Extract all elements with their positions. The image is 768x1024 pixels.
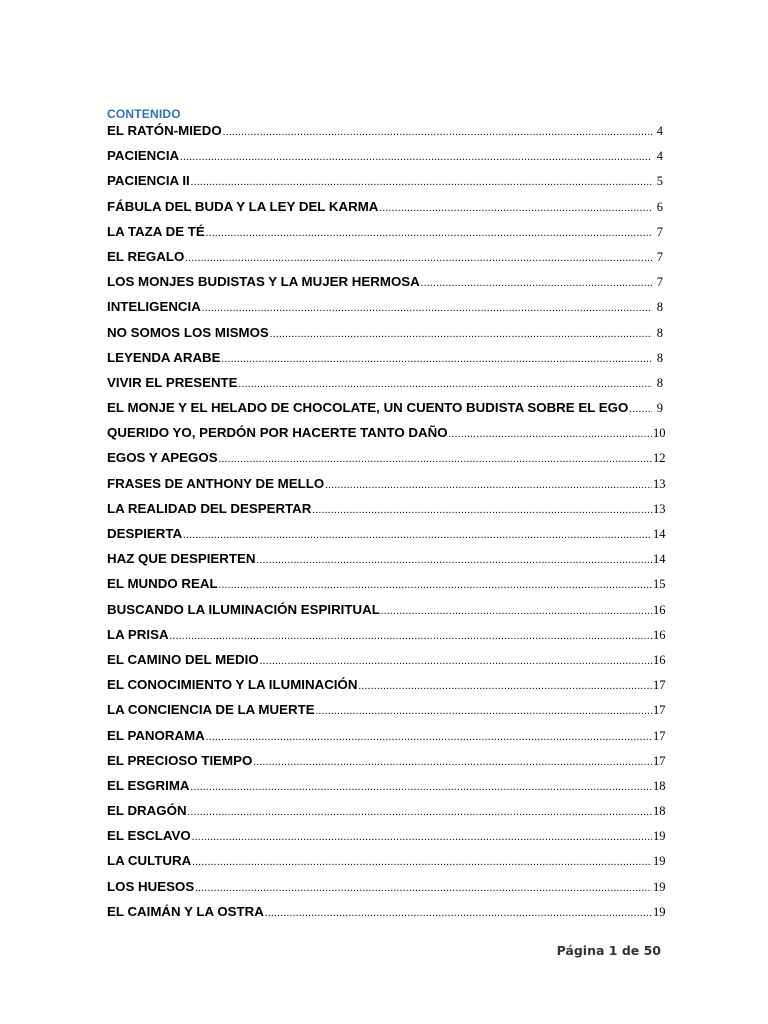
dot-leader <box>188 800 652 825</box>
toc-entry[interactable] <box>107 118 663 143</box>
toc-entry[interactable] <box>107 798 666 823</box>
toc-entry-title: EL REGALO <box>107 248 185 264</box>
dot-leader <box>260 649 652 674</box>
toc-entry[interactable] <box>107 773 666 798</box>
toc-entry[interactable] <box>107 496 666 521</box>
toc-entry-page: 14 <box>653 552 666 567</box>
toc-entry-page: 4 <box>656 149 663 164</box>
toc-entry-title: PACIENCIA <box>107 148 180 164</box>
toc-entry[interactable] <box>107 647 666 672</box>
toc-entry[interactable] <box>107 320 663 345</box>
toc-entry[interactable] <box>107 697 666 722</box>
dot-leader <box>381 599 652 624</box>
toc-entry-title: EL ESCLAVO <box>107 828 191 844</box>
dot-leader <box>265 901 652 926</box>
dot-leader <box>206 725 652 750</box>
toc-entry-page: 18 <box>653 778 666 793</box>
toc-entry-page: 17 <box>653 703 666 718</box>
toc-entry-page: 16 <box>653 602 666 617</box>
toc-entry[interactable] <box>107 219 663 244</box>
toc-entry-title: LOS HUESOS <box>107 878 195 894</box>
toc-entry[interactable] <box>107 395 663 420</box>
dot-leader <box>358 674 652 699</box>
toc-entry[interactable] <box>107 420 666 445</box>
toc-entry-page: 19 <box>653 854 666 869</box>
toc-entry-page: 4 <box>656 124 663 138</box>
toc-entry[interactable] <box>107 269 663 294</box>
toc-entry[interactable] <box>107 471 666 496</box>
toc-entry-title: NO SOMOS LOS MISMOS <box>107 324 269 340</box>
toc-entry-title: EL CONOCIMIENTO Y LA ILUMINACIÓN <box>107 677 358 693</box>
toc-entry-page: 16 <box>653 627 666 642</box>
toc-entry[interactable] <box>107 899 666 924</box>
toc-entry-title: EL MUNDO REAL <box>107 576 218 592</box>
toc-entry-title: LA CULTURA <box>107 853 192 869</box>
dot-leader <box>183 523 652 548</box>
dot-leader <box>195 876 652 901</box>
toc-entry-title: INTELIGENCIA <box>107 299 201 315</box>
toc-entry-page: 8 <box>656 375 663 390</box>
toc-entry-title: FRASES DE ANTHONY DE MELLO <box>107 475 325 491</box>
toc-entry-title: EL RATÓN-MIEDO <box>107 123 222 138</box>
toc-entry[interactable] <box>107 345 663 370</box>
dot-leader <box>312 498 652 523</box>
dot-leader <box>629 397 652 422</box>
toc-entry-title: EL CAIMÁN Y LA OSTRA <box>107 903 264 919</box>
toc-entry-title: LA TAZA DE TÉ <box>107 223 205 239</box>
toc-entry-page: 8 <box>656 300 663 315</box>
dot-leader <box>192 850 652 875</box>
toc-entry[interactable] <box>107 571 666 596</box>
toc-entry-title: EL MONJE Y EL HELADO DE CHOCOLATE, UN CUENTO BUDISTA SOBRE EL EGO <box>107 400 629 416</box>
toc-entry[interactable] <box>107 672 666 697</box>
toc-heading: CONTENIDO <box>107 107 181 121</box>
toc-entry[interactable] <box>107 823 666 848</box>
dot-leader <box>185 246 652 271</box>
dot-leader <box>257 548 653 573</box>
toc-entry-title: EL CAMINO DEL MEDIO <box>107 651 259 667</box>
toc-entry-page: 18 <box>653 804 666 819</box>
toc-entry-title: LA PRISA <box>107 626 169 642</box>
toc-entry[interactable] <box>107 521 666 546</box>
dot-leader <box>239 372 652 397</box>
toc-entry-title: VIVIR EL PRESENTE <box>107 374 238 390</box>
toc-entry-page: 7 <box>656 275 663 290</box>
toc-entry-title: LA REALIDAD DEL DESPERTAR <box>107 500 312 516</box>
toc-entry-title: PACIENCIA II <box>107 173 190 189</box>
toc-entry-title: HAZ QUE DESPIERTEN <box>107 551 256 567</box>
toc-entry-title: EL DRAGÓN <box>107 803 187 819</box>
dot-leader <box>421 271 652 296</box>
toc-entry[interactable] <box>107 597 666 622</box>
toc-entry-page: 17 <box>653 728 666 743</box>
toc-entry-title: QUERIDO YO, PERDÓN POR HACERTE TANTO DAÑO <box>107 425 448 441</box>
toc-entry-page: 6 <box>656 199 663 214</box>
dot-leader <box>379 196 652 221</box>
toc-entry[interactable] <box>107 143 663 168</box>
toc-entry-title: EGOS Y APEGOS <box>107 450 218 466</box>
toc-entry-page: 13 <box>653 476 666 491</box>
dot-leader <box>202 296 652 321</box>
dot-leader <box>219 573 652 598</box>
toc-entry-page: 16 <box>653 652 666 667</box>
toc-entry-page: 14 <box>653 527 666 541</box>
toc-entry-title: EL ESGRIMA <box>107 777 190 793</box>
toc-entry[interactable] <box>107 622 666 647</box>
dot-leader <box>270 322 652 347</box>
toc-entry-page: 19 <box>653 879 666 894</box>
toc-entry-page: 9 <box>656 401 663 416</box>
toc-entry[interactable] <box>107 874 666 899</box>
toc-entry-page: 7 <box>656 224 663 239</box>
toc-entry[interactable] <box>107 848 666 873</box>
dot-leader <box>449 422 652 447</box>
toc-entry-title: EL PANORAMA <box>107 727 205 743</box>
dot-leader <box>180 145 652 170</box>
toc-entry-title: FÁBULA DEL BUDA Y LA LEY DEL KARMA <box>107 198 379 214</box>
toc-entry-page: 12 <box>653 451 666 466</box>
toc-entry-title: BUSCANDO LA ILUMINACIÓN ESPIRITUAL <box>107 601 380 617</box>
dot-leader <box>191 170 652 195</box>
toc-entry-title: LEYENDA ARABE <box>107 349 221 365</box>
toc-entry[interactable] <box>107 546 666 571</box>
toc-entry-page: 19 <box>653 829 666 844</box>
dot-leader <box>222 347 652 372</box>
toc-entry-page: 13 <box>653 501 666 516</box>
toc-entry-page: 8 <box>656 325 663 340</box>
table-of-contents <box>107 118 666 924</box>
toc-entry[interactable] <box>107 370 663 395</box>
dot-leader <box>316 699 652 724</box>
dot-leader <box>206 221 652 246</box>
toc-entry[interactable] <box>107 244 663 269</box>
dot-leader <box>253 750 652 775</box>
toc-entry-title: EL PRECIOSO TIEMPO <box>107 752 253 768</box>
toc-entry[interactable] <box>107 194 663 219</box>
dot-leader <box>219 447 652 472</box>
toc-entry-page: 15 <box>653 577 666 592</box>
toc-entry-page: 5 <box>656 174 663 189</box>
toc-entry-page: 17 <box>653 678 666 693</box>
toc-entry[interactable] <box>107 445 666 470</box>
dot-leader <box>223 120 652 145</box>
toc-entry[interactable] <box>107 748 666 773</box>
toc-entry[interactable] <box>107 168 663 193</box>
toc-entry-page: 19 <box>653 904 666 919</box>
toc-entry-title: DESPIERTA <box>107 526 183 541</box>
page-number-footer: Página 1 de 50 <box>556 943 661 958</box>
toc-entry-page: 17 <box>653 753 666 768</box>
dot-leader <box>192 825 652 850</box>
toc-entry[interactable] <box>107 294 663 319</box>
dot-leader <box>170 624 652 649</box>
dot-leader <box>191 775 652 800</box>
toc-entry-page: 7 <box>656 249 663 264</box>
toc-entry-title: LA CONCIENCIA DE LA MUERTE <box>107 702 315 718</box>
toc-entry[interactable] <box>107 723 666 748</box>
toc-entry-page: 8 <box>656 350 663 365</box>
toc-entry-page: 10 <box>653 426 666 441</box>
toc-entry-title: LOS MONJES BUDISTAS Y LA MUJER HERMOSA <box>107 274 420 290</box>
dot-leader <box>325 473 652 498</box>
